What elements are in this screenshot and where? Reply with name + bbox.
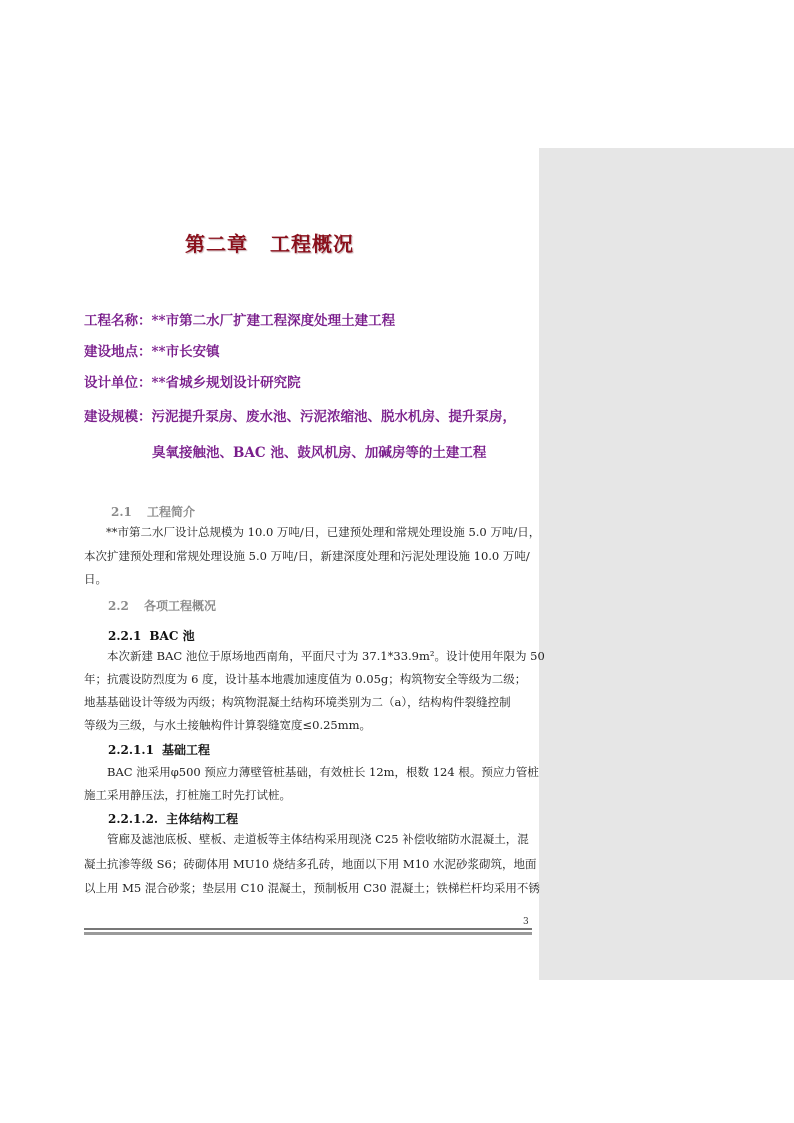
paragraph-line: 等级为三级，与水土接触构件计算裂缝宽度≤0.25mm。 <box>84 718 372 732</box>
footer-rule-thick <box>84 932 532 935</box>
paragraph-line: 本次扩建预处理和常规处理设施 5.0 万吨/日，新建深度处理和污泥处理设施 10.0 万吨/ <box>84 549 530 563</box>
project-scale-line-1: 建设规模：污泥提升泵房、废水池、污泥浓缩池、脱水机房、提升泵房， <box>84 409 516 425</box>
subsection-2-2-1-2-heading <box>108 810 238 827</box>
paragraph-line: BAC 池采用φ500 预应力薄壁管桩基础，有效桩长 12m，根数 124 根。预应力管桩 <box>107 765 539 779</box>
section-2-1-heading <box>111 503 195 520</box>
section-number: 2.2 <box>108 599 129 613</box>
subsection-title: BAC 池 <box>149 629 195 643</box>
section-title: 各项工程概况 <box>144 599 217 613</box>
chapter-number: 第二章 <box>185 232 248 256</box>
section-2-2-heading <box>108 597 216 614</box>
paragraph-line: 日。 <box>84 572 107 586</box>
paragraph-line: 年；抗震设防烈度为 6 度，设计基本地震加速度值为 0.05g；构筑物安全等级为二级； <box>84 672 527 686</box>
comment-pane <box>539 148 794 980</box>
paragraph-line: 本次新建 BAC 池位于原场地西南角，平面尺寸为 37.1*33.9m²。设计使用年限为 50 <box>107 649 545 663</box>
section-title: 工程简介 <box>147 505 196 519</box>
paragraph-line: 地基基础设计等级为丙级；构筑物混凝土结构环境类别为二（a），结构构件裂缝控制 <box>84 695 511 709</box>
paragraph-line: 以上用 M5 混合砂浆；垫层用 C10 混凝土，预制板用 C30 混凝土；铁梯栏杆均采用不锈 <box>84 881 540 895</box>
project-location: 建设地点：**市长安镇 <box>84 344 220 360</box>
project-scale-line-2: 臭氧接触池、BAC 池、鼓风机房、加碱房等的土建工程 <box>152 445 487 461</box>
page-number: 3 <box>523 917 529 927</box>
subsection-title: 主体结构工程 <box>166 812 239 826</box>
project-designer: 设计单位：**省城乡规划设计研究院 <box>84 375 301 391</box>
paragraph-line: 凝土抗渗等级 S6；砖砌体用 MU10 烧结多孔砖，地面以下用 M10 水泥砂浆砌筑，地面 <box>84 857 537 871</box>
subsection-title: 基础工程 <box>161 743 210 757</box>
paragraph-line: 施工采用静压法，打桩施工时先打试桩。 <box>84 788 291 802</box>
subsection-number: 2.2.1.1 <box>108 743 154 757</box>
paragraph-line: 管廊及滤池底板、壁板、走道板等主体结构采用现浇 C25 补偿收缩防水混凝土，混 <box>107 832 529 846</box>
footer-rule <box>84 928 532 930</box>
subsection-2-2-1-1-heading <box>108 741 210 758</box>
subsection-number: 2.2.1.2. <box>108 812 159 826</box>
paragraph-line: **市第二水厂设计总规模为 10.0 万吨/日，已建预处理和常规处理设施 5.0 万吨/日， <box>106 525 541 539</box>
project-name: 工程名称：**市第二水厂扩建工程深度处理土建工程 <box>84 313 396 329</box>
chapter-name: 工程概况 <box>270 232 354 256</box>
section-number: 2.1 <box>111 505 132 519</box>
subsection-number: 2.2.1 <box>108 629 142 643</box>
subsection-2-2-1-heading <box>108 627 195 644</box>
chapter-title <box>0 228 539 257</box>
